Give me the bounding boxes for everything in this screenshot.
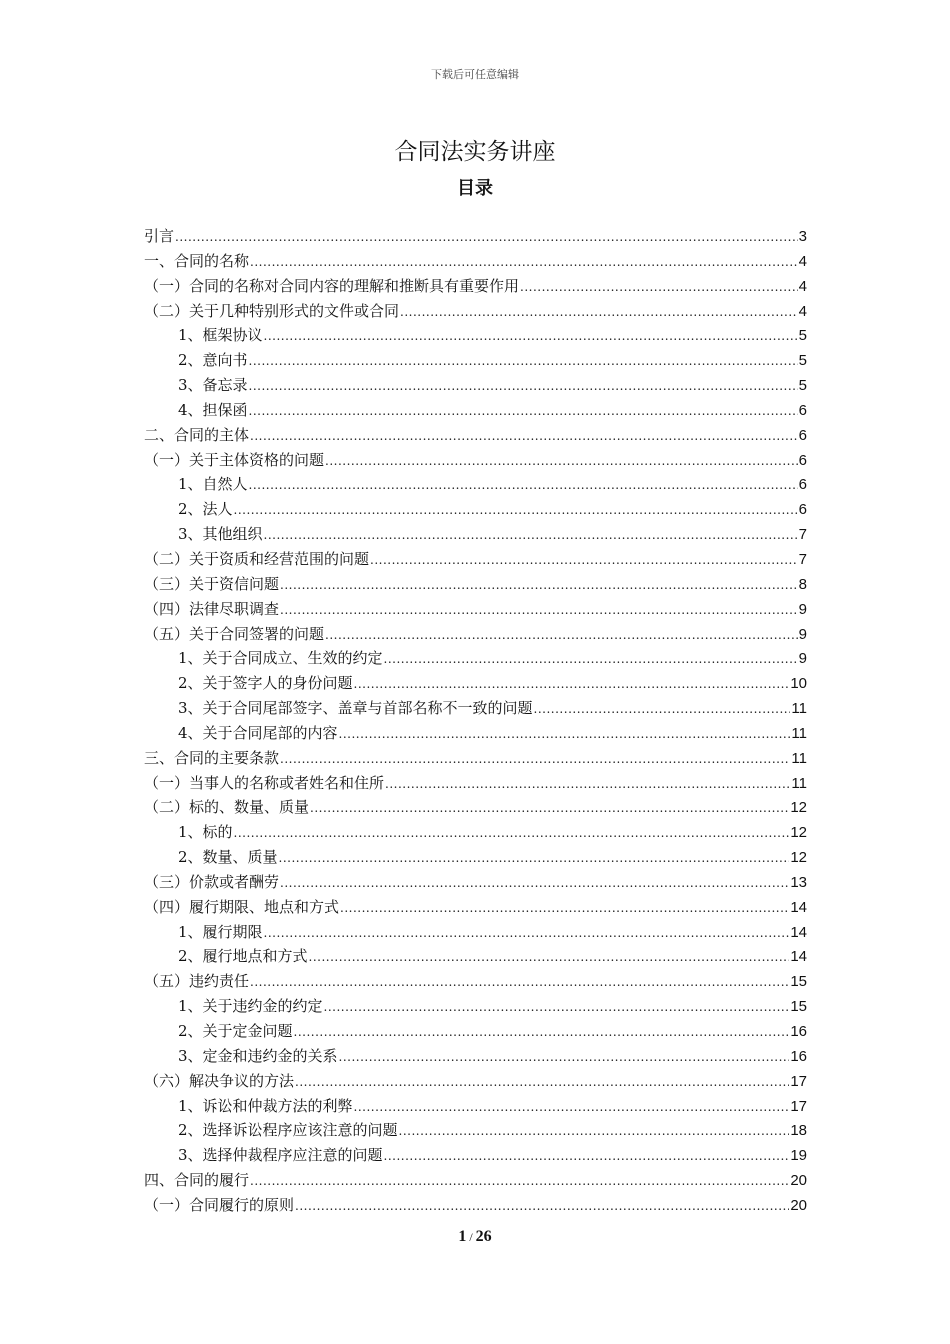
- toc-leader-dots: [384, 1143, 790, 1169]
- toc-entry[interactable]: [144, 795, 807, 820]
- toc-leader-dots: [295, 1069, 789, 1095]
- toc-entry-page: 9: [798, 625, 807, 643]
- toc-entry-page: 17: [790, 1097, 807, 1115]
- toc-entry-page: 9: [798, 600, 807, 618]
- toc-leader-dots: [280, 597, 798, 623]
- toc-entry[interactable]: [144, 1193, 807, 1218]
- toc-entry-page: 18: [790, 1122, 807, 1140]
- toc-entry-label: 4、关于合同尾部的内容: [178, 723, 338, 742]
- toc-entry-page: 15: [790, 973, 807, 991]
- toc-leader-dots: [249, 398, 798, 424]
- toc-entry-page: 5: [798, 377, 807, 395]
- toc-entry-label: 2、关于签字人的身份问题: [178, 674, 353, 693]
- toc-leader-dots: [264, 522, 798, 548]
- toc-leader-dots: [280, 572, 798, 598]
- toc-leader-dots: [280, 870, 789, 896]
- toc-heading: 目录: [457, 178, 493, 199]
- toc-leader-dots: [354, 1094, 790, 1120]
- toc-entry-label: （一）合同的名称对合同内容的理解和推断具有重要作用: [144, 276, 520, 295]
- toc-entry[interactable]: [144, 448, 807, 473]
- toc-entry-label: 2、意向书: [178, 351, 248, 370]
- toc-entry-label: （四）履行期限、地点和方式: [144, 897, 340, 916]
- toc-entry-page: 19: [790, 1147, 807, 1165]
- toc-entry-page: 6: [798, 501, 807, 519]
- total-pages: 26: [475, 1228, 492, 1245]
- toc-entry-page: 14: [790, 948, 807, 966]
- toc-entry-page: 6: [798, 476, 807, 494]
- toc-entry-label: 1、履行期限: [178, 922, 263, 941]
- toc-entry-label: 引言: [144, 227, 175, 245]
- header-note: 下载后可任意编辑: [431, 68, 519, 81]
- toc-leader-dots: [534, 696, 791, 722]
- toc-entry-label: （一）合同履行的原则: [144, 1195, 295, 1214]
- toc-entry-label: 3、关于合同尾部签字、盖章与首部名称不一致的问题: [178, 699, 533, 718]
- toc-entry-page: 17: [790, 1072, 807, 1090]
- toc-entry[interactable]: [144, 771, 807, 796]
- toc-entry-page: 11: [791, 724, 807, 742]
- toc-entry[interactable]: [144, 671, 807, 696]
- toc-entry-label: （一）关于主体资格的问题: [144, 450, 325, 469]
- toc-leader-dots: [280, 746, 790, 772]
- toc-entry[interactable]: [144, 323, 807, 348]
- toc-entry-page: 4: [798, 277, 807, 295]
- toc-entry-page: 5: [798, 352, 807, 370]
- toc-entry-label: 1、自然人: [178, 475, 248, 494]
- toc-entry-label: （二）标的、数量、质量: [144, 798, 310, 817]
- toc-entry[interactable]: [144, 646, 807, 671]
- toc-entry-page: 16: [790, 1047, 807, 1065]
- toc-entry-label: （二）关于资质和经营范围的问题: [144, 549, 370, 568]
- toc-entry-label: 一、合同的名称: [144, 251, 250, 270]
- toc-entry-page: 11: [791, 774, 807, 792]
- toc-entry[interactable]: [144, 274, 807, 299]
- toc-entry-label: 四、合同的履行: [144, 1171, 250, 1190]
- toc-leader-dots: [279, 845, 790, 871]
- toc-entry-label: 3、定金和违约金的关系: [178, 1046, 338, 1065]
- toc-entry-page: 14: [790, 923, 807, 941]
- toc-entry-label: （三）关于资信问题: [144, 574, 280, 593]
- toc-entry[interactable]: [144, 994, 807, 1019]
- table-of-contents: [144, 224, 807, 1218]
- toc-entry-page: 12: [790, 824, 807, 842]
- toc-entry[interactable]: [144, 820, 807, 845]
- toc-entry-page: 7: [798, 550, 807, 568]
- toc-entry-page: 11: [791, 749, 807, 767]
- toc-leader-dots: [249, 348, 798, 374]
- toc-leader-dots: [250, 969, 789, 995]
- toc-entry-page: 13: [790, 873, 807, 891]
- toc-leader-dots: [325, 622, 798, 648]
- toc-entry[interactable]: [144, 696, 807, 721]
- toc-entry-label: 3、其他组织: [178, 525, 263, 544]
- toc-entry-page: 6: [798, 426, 807, 444]
- toc-entry-page: 12: [790, 799, 807, 817]
- toc-entry[interactable]: [144, 1143, 807, 1168]
- toc-entry-page: 14: [790, 898, 807, 916]
- toc-entry-label: （六）解决争议的方法: [144, 1071, 295, 1090]
- toc-entry[interactable]: [144, 572, 807, 597]
- toc-entry[interactable]: [144, 348, 807, 373]
- toc-entry[interactable]: [144, 895, 807, 920]
- toc-leader-dots: [264, 920, 790, 946]
- toc-entry[interactable]: [144, 622, 807, 647]
- toc-leader-dots: [339, 1044, 790, 1070]
- toc-entry-page: 4: [798, 302, 807, 320]
- toc-leader-dots: [234, 497, 798, 523]
- toc-entry[interactable]: [144, 746, 807, 771]
- toc-leader-dots: [250, 423, 798, 449]
- toc-leader-dots: [384, 646, 798, 672]
- toc-entry[interactable]: [144, 597, 807, 622]
- toc-entry[interactable]: [144, 1044, 807, 1069]
- toc-entry-page: 20: [790, 1172, 807, 1190]
- toc-entry[interactable]: [144, 224, 807, 249]
- toc-entry-label: 2、关于定金问题: [178, 1022, 293, 1040]
- toc-entry-page: 6: [798, 401, 807, 419]
- toc-entry[interactable]: [144, 547, 807, 572]
- toc-entry-label: 4、担保函: [178, 400, 248, 419]
- toc-leader-dots: [339, 721, 791, 747]
- toc-entry-label: 1、框架协议: [178, 326, 263, 345]
- toc-leader-dots: [249, 373, 798, 399]
- toc-entry-page: 4: [798, 252, 807, 270]
- toc-entry[interactable]: [144, 1094, 807, 1119]
- toc-entry-label: 1、关于违约金的约定: [178, 997, 323, 1016]
- toc-entry-label: 三、合同的主要条款: [144, 748, 280, 767]
- toc-entry-label: （五）关于合同签署的问题: [144, 624, 325, 643]
- toc-entry-label: 二、合同的主体: [144, 425, 250, 444]
- toc-leader-dots: [400, 299, 798, 325]
- toc-entry-page: 11: [791, 700, 807, 718]
- toc-entry[interactable]: [144, 944, 807, 969]
- toc-entry-label: （一）当事人的名称或者姓名和住所: [144, 773, 385, 792]
- toc-leader-dots: [354, 671, 790, 697]
- toc-leader-dots: [340, 895, 789, 921]
- toc-leader-dots: [249, 472, 798, 498]
- toc-leader-dots: [309, 944, 790, 970]
- toc-entry-label: 2、选择诉讼程序应该注意的问题: [178, 1121, 398, 1140]
- toc-leader-dots: [324, 994, 790, 1020]
- toc-entry[interactable]: [144, 373, 807, 398]
- toc-entry-page: 6: [798, 451, 807, 469]
- toc-leader-dots: [399, 1118, 790, 1144]
- toc-leader-dots: [310, 795, 789, 821]
- toc-leader-dots: [325, 448, 798, 474]
- toc-entry[interactable]: [144, 423, 807, 448]
- toc-entry-label: 2、数量、质量: [178, 848, 278, 867]
- toc-entry-page: 16: [790, 1023, 807, 1040]
- toc-entry[interactable]: [144, 1118, 807, 1143]
- toc-entry[interactable]: [144, 920, 807, 945]
- toc-entry-label: 2、法人: [178, 500, 233, 519]
- toc-leader-dots: [234, 820, 790, 846]
- toc-leader-dots: [385, 771, 790, 797]
- toc-entry[interactable]: [144, 299, 807, 324]
- toc-leader-dots: [295, 1193, 789, 1219]
- toc-entry-label: （四）法律尽职调查: [144, 599, 280, 618]
- toc-entry[interactable]: [144, 398, 807, 423]
- toc-leader-dots: [264, 323, 798, 349]
- toc-entry[interactable]: [144, 472, 807, 497]
- toc-entry-label: 3、备忘录: [178, 376, 248, 395]
- toc-entry-label: （三）价款或者酬劳: [144, 872, 280, 891]
- page-separator: /: [469, 1230, 473, 1244]
- toc-entry-label: 1、诉讼和仲裁方法的利弊: [178, 1096, 353, 1115]
- toc-entry-page: 9: [798, 650, 807, 668]
- toc-entry[interactable]: [144, 1019, 807, 1044]
- toc-entry-label: 2、履行地点和方式: [178, 947, 308, 966]
- toc-entry-label: 3、选择仲裁程序应注意的问题: [178, 1146, 383, 1165]
- toc-entry[interactable]: [144, 1069, 807, 1094]
- toc-entry[interactable]: [144, 870, 807, 895]
- toc-entry[interactable]: [144, 522, 807, 547]
- toc-entry-label: （五）违约责任: [144, 972, 250, 991]
- toc-entry[interactable]: [144, 969, 807, 994]
- toc-entry[interactable]: [144, 845, 807, 870]
- toc-entry-label: 1、关于合同成立、生效的约定: [178, 649, 383, 668]
- page-number: [0, 1228, 950, 1246]
- toc-entry-page: 20: [790, 1196, 807, 1214]
- toc-entry-page: 12: [790, 849, 807, 867]
- toc-entry[interactable]: [144, 721, 807, 746]
- toc-leader-dots: [250, 1168, 789, 1194]
- current-page: 1: [458, 1228, 467, 1245]
- toc-entry[interactable]: [144, 1168, 807, 1193]
- toc-entry-page: 3: [798, 228, 807, 245]
- toc-entry-page: 5: [798, 327, 807, 345]
- toc-entry-label: （二）关于几种特别形式的文件或合同: [144, 301, 400, 320]
- toc-entry-page: 15: [790, 998, 807, 1016]
- toc-entry[interactable]: [144, 249, 807, 274]
- toc-entry-page: 10: [790, 675, 807, 693]
- toc-leader-dots: [294, 1019, 790, 1045]
- toc-leader-dots: [370, 547, 798, 573]
- toc-entry-label: 1、标的: [178, 823, 233, 842]
- toc-leader-dots: [175, 224, 798, 250]
- toc-leader-dots: [520, 274, 798, 300]
- toc-entry-page: 7: [798, 526, 807, 544]
- toc-entry[interactable]: [144, 497, 807, 522]
- toc-leader-dots: [250, 249, 798, 275]
- document-title: 合同法实务讲座: [394, 139, 556, 165]
- toc-entry-page: 8: [798, 575, 807, 593]
